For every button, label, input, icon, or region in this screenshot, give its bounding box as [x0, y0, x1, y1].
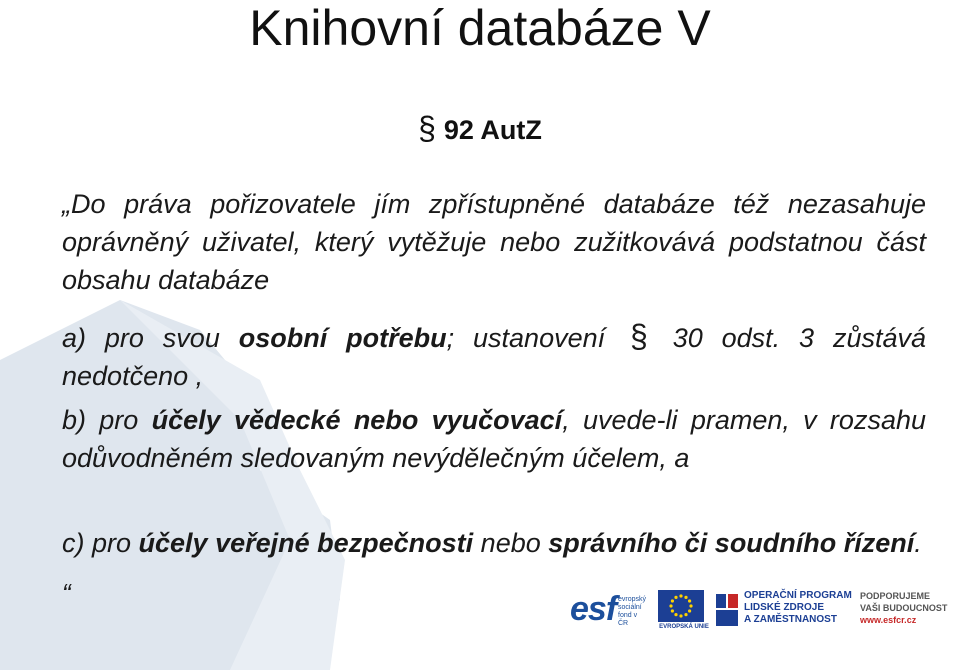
item-a-suffix: 30 odst. 3 zůstává nedotčeno ,	[62, 323, 927, 391]
item-b	[62, 401, 926, 477]
op-line1: OPERAČNÍ PROGRAM	[744, 590, 852, 601]
funding-logos	[568, 588, 958, 636]
op-logo	[714, 588, 854, 636]
item-b-bold: účely vědecké nebo vyučovací	[151, 405, 563, 435]
item-c-prefix: c) pro	[62, 528, 139, 558]
law-reference-label: 92 AutZ	[443, 115, 542, 145]
item-c-suffix: .	[914, 528, 922, 558]
support-line1: PODPORUJEME	[860, 591, 931, 601]
support-text	[860, 590, 947, 626]
item-a	[62, 317, 926, 395]
intro-paragraph: „Do práva pořizovatele jím zpřístupněné databáze též nezasahuje oprávněný uživatel, který vytěžuje nebo zužitkovává podstatnou část obsahu databáze	[62, 189, 926, 295]
closing-quote: “	[62, 578, 71, 608]
eu-flag-logo	[658, 588, 708, 636]
esf-logo	[568, 588, 648, 636]
op-logo-icon	[714, 592, 740, 628]
esf-logo-caption: evropský sociální fond v ČR	[618, 596, 647, 627]
item-b-prefix: b) pro	[62, 405, 152, 435]
op-line2: LIDSKÉ ZDROJE	[744, 602, 825, 613]
item-a-prefix: a) pro svou	[62, 323, 239, 353]
section-symbol: §	[418, 110, 436, 146]
eu-flag-label: EVROPSKÁ UNIE	[659, 624, 709, 630]
support-logo	[860, 588, 960, 636]
eu-flag-icon	[658, 590, 704, 622]
item-a-mid: ; ustanovení	[446, 323, 625, 353]
item-c-bold1: účely veřejné bezpečnosti	[138, 528, 474, 558]
support-line2: VAŠI BUDOUCNOST	[860, 603, 948, 613]
op-line3: A ZAMĚSTNANOST	[744, 614, 837, 625]
item-a-bold: osobní potřebu	[238, 323, 447, 353]
support-url: www.esfcr.cz	[860, 615, 917, 625]
item-b-suffix: , uvede-li pramen, v rozsahu odůvodněném sledovaným nevýdělečným účelem, a	[62, 405, 926, 473]
item-a-section-symbol: §	[630, 318, 648, 354]
slide-title: Knihovní databáze V	[249, 0, 711, 56]
item-c	[62, 524, 926, 562]
law-reference	[0, 110, 960, 148]
esf-logo-text: esf	[570, 590, 617, 628]
item-c-bold2: správního či soudního řízení	[548, 528, 915, 558]
op-logo-text	[744, 590, 852, 626]
item-c-mid: nebo	[473, 528, 549, 558]
